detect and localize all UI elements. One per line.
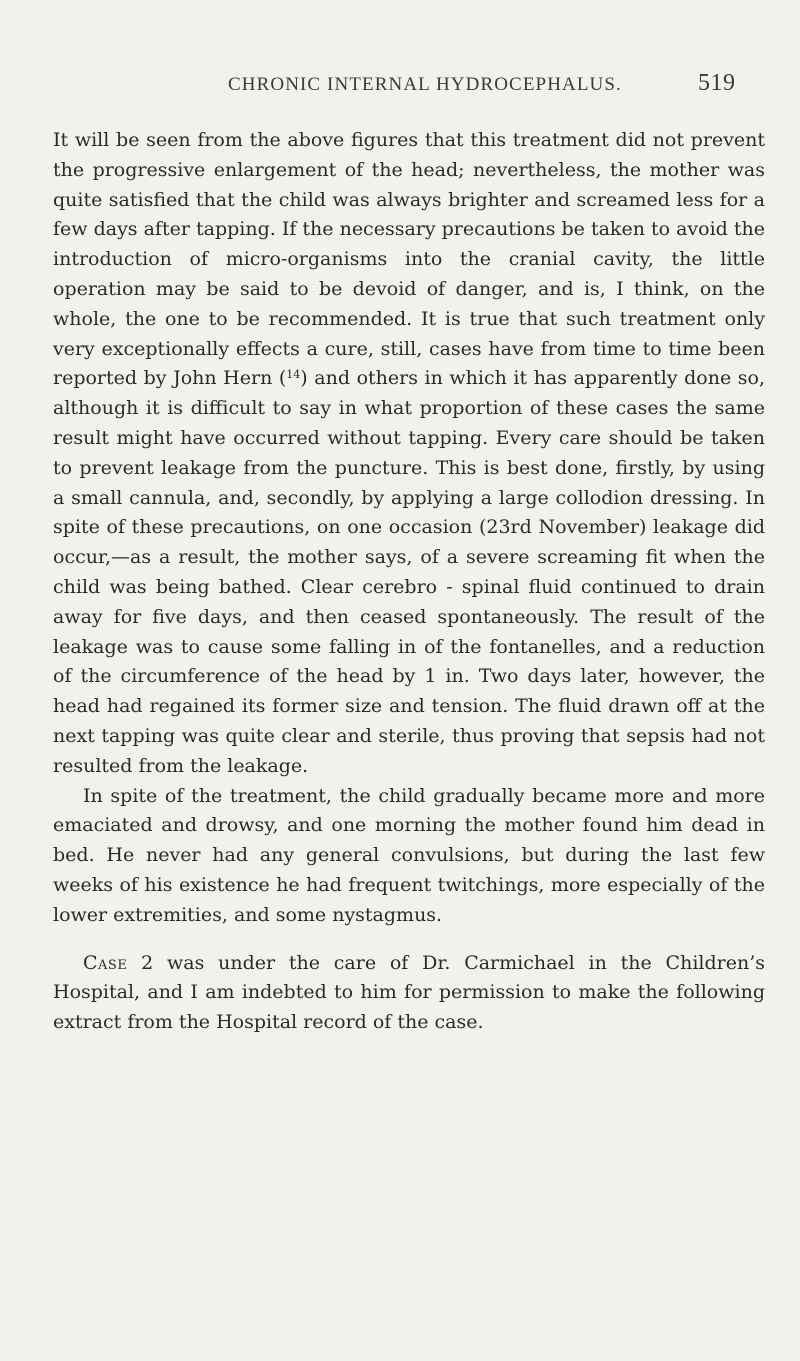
paragraph-text: In spite of the treatment, the child gradually became more and more emaciated and drowsy, and one morning the mother found him dead in bed. He never had any general convulsions, but during the last few weeks of his existence he had frequent twitchings, more especially of the lower extremities, and some nystagmus. (53, 784, 765, 926)
running-title: CHRONIC INTERNAL HYDROCEPHALUS. (228, 74, 622, 95)
body-text (53, 126, 765, 1038)
page-number: 519 (698, 70, 736, 96)
paragraph-treatment-results (53, 126, 765, 782)
running-head (0, 70, 800, 104)
paragraph-text: It will be seen from the above figures that this treatment did not prevent the progressive enlargement of the head; nevertheless, the mother was quite satisfied that the child was always brighter and screamed less for a few days after tapping. If the necessary precautions be taken to avoid the introduction of micro-organisms into the cranial cavity, the little operation may be said to be devoid of danger, and is, I think, on the whole, the one to be recommended. It is true that such treatment only very exceptionally effects a cure, still, cases have from time to time been reported by John Hern ( (53, 129, 765, 390)
case-label: Case (83, 951, 128, 974)
paragraph-case-2 (53, 949, 765, 1038)
paragraph-text-continued: ) and others in which it has apparently done so, although it is difficult to say in what proportion of these cases the same result might have occurred without tapping. Every care should be taken to prevent leakage from the puncture. This is best done, firstly, by using a small cannula, and, secondly, by applying a large collodion dressing. In spite of these precautions, on one occasion (23rd November) leakage did occur,—as a result, the mother says, of a severe screaming fit when the child was being bathed. Clear cerebro - spinal fluid continued to drain away for five days, and then ceased spontaneously. The result of the leakage was to cause some falling in of the fontanelles, and a reduction of the circumference of the head by 1 in. Two days later, however, the head had regained its former size and tension. The fluid drawn off at the next tapping was quite clear and sterile, thus proving that sepsis had not resulted from the leakage. (53, 367, 766, 777)
paragraph-outcome (53, 782, 765, 931)
paragraph-text: 2 was under the care of Dr. Carmichael in the Children’s Hospital, and I am indebted to him for permission to make the following extract from the Hospital record of the case. (53, 951, 765, 1034)
reference-marker: 14 (286, 368, 301, 382)
